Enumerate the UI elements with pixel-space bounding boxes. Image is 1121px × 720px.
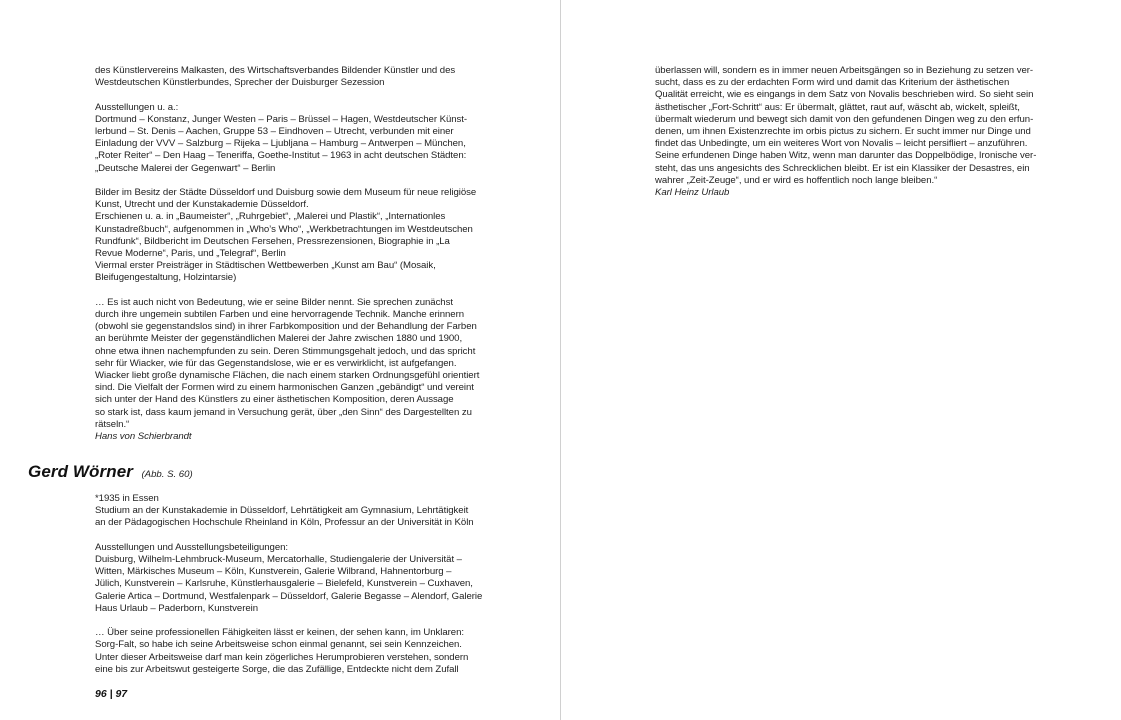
artist-bio-column bbox=[95, 493, 483, 676]
text-line: *1935 in Essen bbox=[95, 493, 159, 504]
text-line: Duisburg, Wilhelm-Lehmbruck-Museum, Mercatorhalle, Studiengalerie der Universität – bbox=[95, 554, 462, 565]
text-line: „Deutsche Malerei der Gegenwart“ – Berlin bbox=[95, 162, 276, 174]
text-line: lerbund – St. Denis – Aachen, Gruppe 53 – Eindhoven – Utrecht, verbunden mit einer bbox=[95, 126, 454, 137]
left-text-column bbox=[95, 65, 480, 443]
text-line: rätseln.“ bbox=[95, 418, 130, 430]
text-line: Studium an der Kunstakademie in Düsseldorf, Lehrtätigkeit am Gymnasium, Lehrtätigkeit bbox=[95, 505, 469, 517]
text-line: Erschienen u. a. in „Baumeister“, „Ruhrgebiet“, „Malerei und Plastik“, „Internationles bbox=[95, 211, 446, 223]
text-line: Viermal erster Preisträger in Städtischen Wettbewerben „Kunst am Bau“ (Mosaik, bbox=[95, 260, 436, 272]
text-line: eine bis zur Arbeitswut gesteigerte Sorge, die das Zufällige, Entdeckte nicht dem Zufall bbox=[95, 663, 459, 675]
text-line: denen, um ihnen Existenzrechte im orbis pictus zu sichern. Er sucht immer nur Dinge und bbox=[655, 126, 1031, 138]
text-line: Kunst, Utrecht und der Kunstakademie Düsseldorf. bbox=[95, 199, 309, 211]
text-line: Qualität erreicht, wie es eingangs in dem Satz von Novalis beschrieben wird. So sieht sein bbox=[655, 89, 1034, 101]
text-line: Dortmund – Konstanz, Junger Westen – Paris – Brüssel – Hagen, Westdeutscher Künst- bbox=[95, 113, 468, 125]
text-line: „Roter Reiter“ – Den Haag – Teneriffa, Goethe-Institut – 1963 in acht deutschen Städten: bbox=[95, 150, 467, 162]
text-line: … Es ist auch nicht von Bedeutung, wie er seine Bilder nennt. Sie sprechen zunächst bbox=[95, 296, 453, 308]
text-line: ohne etwa ihnen nachempfunden zu sein. Deren Stimmungsgehalt jedoch, und das spricht bbox=[95, 345, 476, 357]
text-line: Sorg-Falt, so habe ich seine Arbeitsweise schon einmal genannt, sei sein Kennzeichen. bbox=[95, 639, 462, 651]
text-line: Bleifugengestaltung, Holzintarsie) bbox=[95, 272, 237, 284]
text-line: Revue Moderne“, Paris, und „Telegraf“, Berlin bbox=[95, 248, 286, 260]
text-line: an berühmte Meister der gegenständlichen Malerei der Jahre zwischen 1880 und 1900, bbox=[95, 333, 463, 345]
text-line: Wiacker liebt große dynamische Flächen, die nach einem starken Ordnungsgefühl orientiert bbox=[95, 370, 480, 382]
text-line: sehr für Wiacker, wie für das Gegenstandslose, wie er es verwirklicht, ist aufgefangen. bbox=[95, 357, 457, 369]
works-paragraph bbox=[95, 187, 475, 285]
text-line: sind. Die Vielfalt der Formen wird zu einem harmonischen Ganzen „gebändigt“ und vereint bbox=[95, 382, 474, 394]
text-line: Ausstellungen und Ausstellungsbeteiligungen: bbox=[95, 541, 289, 553]
quote-author: Hans von Schierbrandt bbox=[95, 431, 192, 443]
text-line: (obwohl sie gegenstandslos sind) in ihrer Farbkomposition und der Behandlung der Farben bbox=[95, 321, 477, 333]
text-line: Galerie Artica – Dortmund, Westfalenpark – Düsseldorf, Galerie Begasse – Alendorf, Galerie bbox=[95, 590, 483, 602]
text-line: Seine erfundenen Dinge haben Witz, wenn man darunter das Doppelbödige, Ironische ver- bbox=[655, 150, 1037, 162]
right-page bbox=[561, 0, 1121, 720]
text-line: Bilder im Besitz der Städte Düsseldorf und Duisburg sowie dem Museum für neue religiöse bbox=[95, 187, 477, 198]
text-line: Haus Urlaub – Paderborn, Kunstverein bbox=[95, 602, 258, 614]
page-numbers: 96 | 97 bbox=[95, 688, 128, 700]
text-line: an der Pädagogischen Hochschule Rheinland in Köln, Professur an der Universität in Köln bbox=[95, 517, 474, 529]
right-text-column bbox=[655, 65, 1035, 199]
text-line: Kunstadreßbuch“, aufgenommen in „Who’s Who“, „Werkbetrachtungen im Westdeutschen bbox=[95, 223, 473, 235]
text-line: Jülich, Kunstverein – Karlsruhe, Künstlerhausgalerie – Bielefeld, Kunstverein – Cuxhaven, bbox=[95, 578, 473, 590]
figure-reference: (Abb. S. 60) bbox=[141, 469, 193, 480]
text-line: des Künstlervereins Malkasten, des Wirtschaftsverbandes Bildender Künstler und des bbox=[95, 65, 456, 76]
text-line: wahrer „Zeit-Zeuge“, und er wird es hoffentlich noch lange bleiben.“ bbox=[655, 174, 938, 186]
text-line: … Über seine professionellen Fähigkeiten lässt er keinen, der sehen kann, im Unklaren: bbox=[95, 627, 464, 639]
text-line: überlassen will, sondern es in immer neuen Arbeitsgängen so in Beziehung zu setzen ver- bbox=[655, 65, 1034, 76]
bio-paragraph bbox=[95, 493, 475, 530]
text-line: findet das Unbedingte, um ein weiteres Wort von Novalis – leicht persifliert – anzuführen. bbox=[655, 138, 1028, 150]
artist-quote-continued bbox=[655, 65, 1035, 199]
text-line: steht, das uns angesichts des Schrecklichen bleibt. Er ist ein Klassiker der Desastres, ein bbox=[655, 162, 1030, 174]
artist-name: Gerd Wörner bbox=[28, 462, 134, 481]
text-line: ästhetischer „Fort-Schritt“ aus: Er übermalt, glättet, raut auf, wäscht ab, wickelt, spleißt, bbox=[655, 101, 1020, 113]
intro-paragraph bbox=[95, 65, 475, 89]
text-line: übermalt wiederum und bewegt sich damit von den gefundenen Dingen weg zu den erfun- bbox=[655, 113, 1034, 125]
text-line: sucht, dass es zu der erdachten Form wird und damit das Kriterium der ästhetischen bbox=[655, 77, 1010, 89]
text-line: Witten, Märkisches Museum – Köln, Kunstverein, Galerie Wilbrand, Hahnentorburg – bbox=[95, 566, 452, 578]
artist-quote bbox=[95, 627, 475, 676]
text-line: sich unter der Hand des Künstlers zu einer ästhetischen Komposition, deren Aussage bbox=[95, 394, 454, 406]
text-line: Unter dieser Arbeitsweise darf man kein zögerliches Herumprobieren verstehen, sondern bbox=[95, 651, 469, 663]
artist-exhibitions-paragraph bbox=[95, 541, 483, 615]
left-page bbox=[0, 0, 560, 720]
text-line: Rundfunk“, Bildbericht im Deutschen Fersehen, Pressrezensionen, Biographie in „La bbox=[95, 235, 450, 247]
exhibitions-paragraph bbox=[95, 102, 475, 175]
text-line: Ausstellungen u. a.: bbox=[95, 101, 179, 113]
critic-quote bbox=[95, 296, 480, 443]
text-line: Westdeutschen Künstlerbundes, Sprecher der Duisburger Sezession bbox=[95, 77, 385, 89]
quote-author: Karl Heinz Urlaub bbox=[655, 187, 730, 199]
text-line: so stark ist, dass kaum jemand in Versuchung gerät, über „den Sinn“ des Dargestellten zu bbox=[95, 406, 472, 418]
artist-heading bbox=[28, 462, 193, 482]
text-line: Einladung der VVV – Salzburg – Rijeka – Ljubljana – Hamburg – Antwerpen – München, bbox=[95, 138, 466, 150]
text-line: durch ihre ungemein subtilen Farben und eine hervorragende Technik. Manche erinnern bbox=[95, 309, 464, 321]
